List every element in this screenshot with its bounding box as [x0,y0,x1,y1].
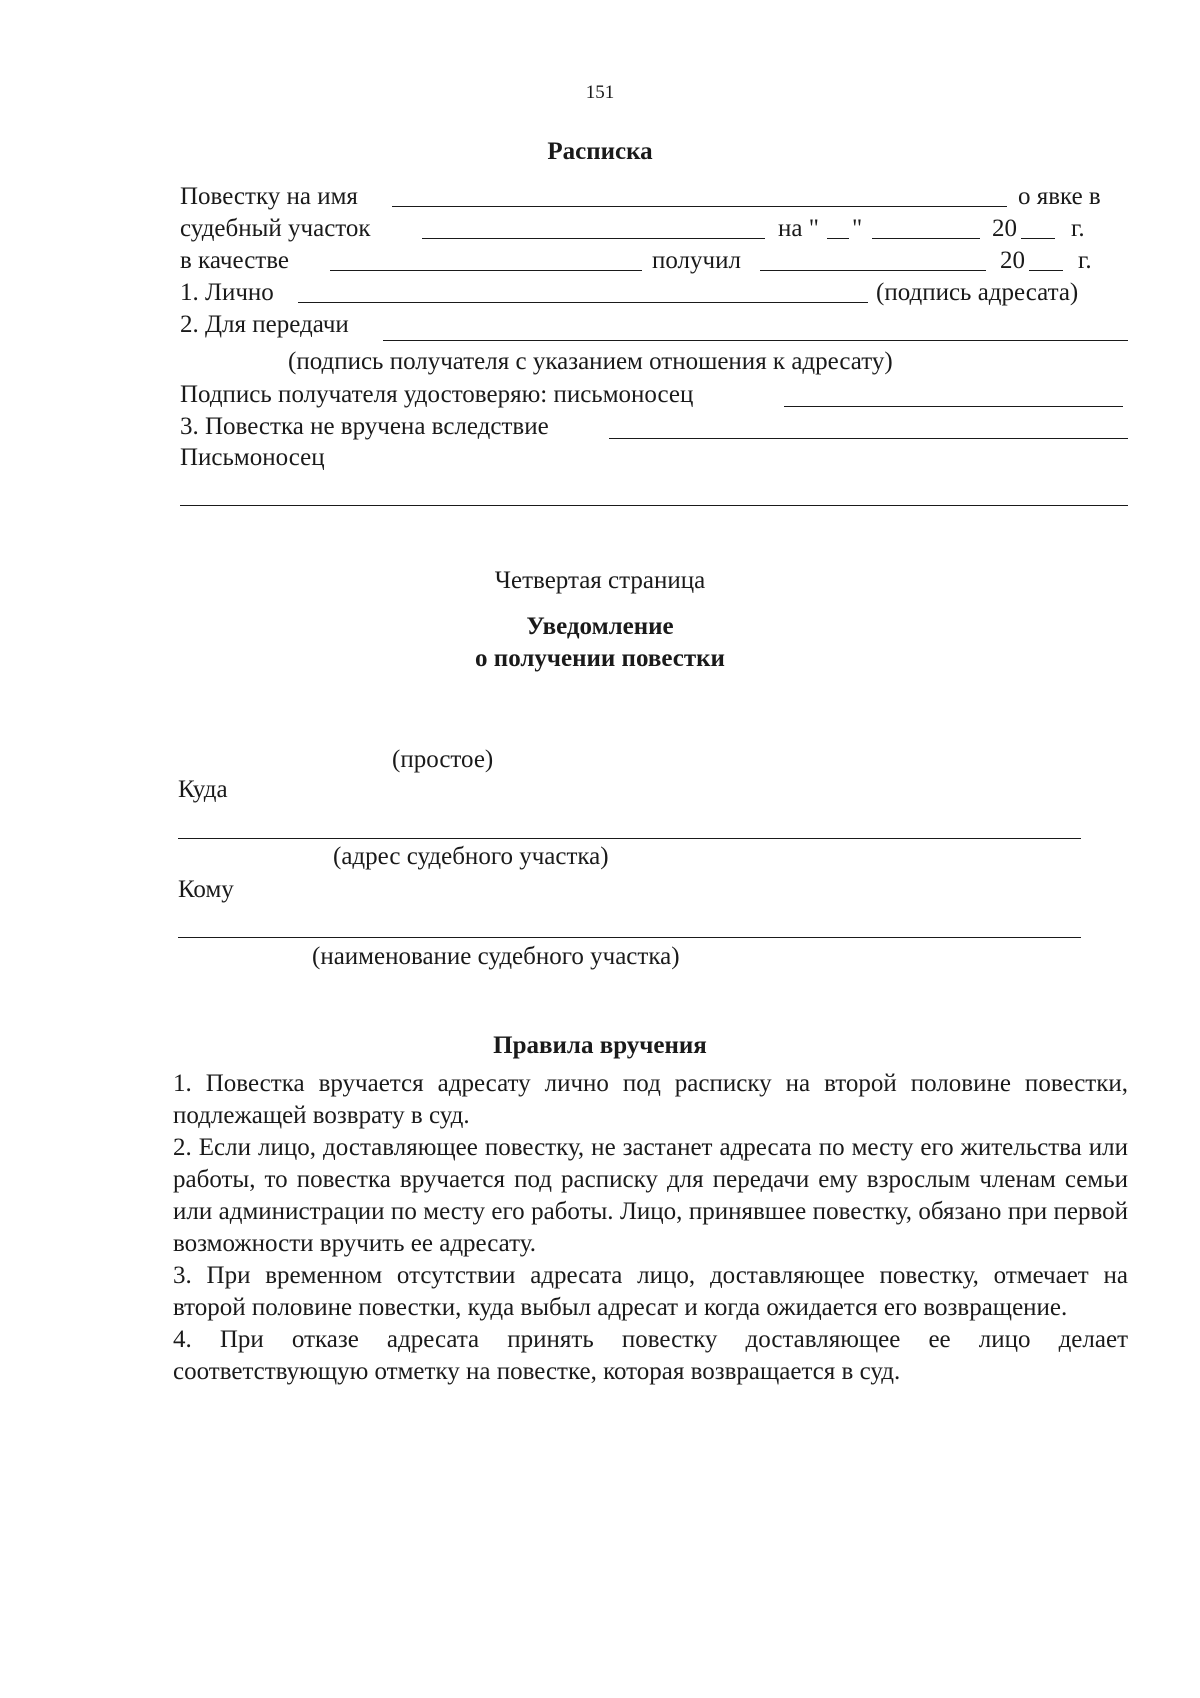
label-summons: о явке в [1018,183,1101,210]
notice-title: Уведомление [526,613,674,640]
day-blank [827,238,849,239]
year-blank [1021,238,1055,239]
receipt-line-transfer [0,310,1200,340]
label-postman-verify: Подпись получателя удостоверяю: письмоносец [180,381,694,408]
page-number: 151 [585,82,615,103]
label-postman: Письмоносец [180,444,325,471]
label-year-2: 20 [1000,247,1025,274]
not-delivered-blank [609,438,1128,439]
where-label: Куда [178,776,228,803]
transfer-blank [383,340,1128,341]
label-not-delivered: 3. Повестка не вручена вследствие [180,413,549,440]
label-capacity: в качестве [180,247,289,274]
receipt-title: Расписка [547,138,653,165]
rule-item: 4. При отказе адресата принять повестку доставляющее ее лицо делает соответствующую отметку на повестке, которая возвращается в суд. [173,1326,1128,1385]
simple-label: (простое) [392,746,494,773]
receipt-line-capacity [0,246,1200,276]
court-blank [422,238,765,239]
court-name-note: (наименование судебного участка) [312,943,680,970]
label-g-2: г. [1078,247,1092,274]
receipt-line-postman-verify [0,380,1200,410]
month-blank [872,238,980,239]
label-personal: 1. Лично [180,279,274,306]
rule-item: 1. Повестка вручается адресату лично под расписку на второй половине повестки, подлежащей возврату в суд. [173,1070,1128,1129]
court-name-blank [178,937,1081,938]
year-blank-2 [1029,270,1063,271]
fourth-page-label: Четвертая страница [494,567,706,594]
rule-item: 2. Если лицо, доставляющее повестку, не застанет адресата по месту его жительства или работы, то повестка вручается под расписку для передачи ему взрослым членам семьи или администрации по месту его работы. Лицо, принявшее повестку, обязано при первой возможности вручить ее адресату. [173,1134,1128,1257]
label-addressee-sign: (подпись адресата) [876,279,1079,306]
name-blank [392,206,1007,207]
label-year: 20 [992,215,1017,242]
capacity-blank [330,270,642,271]
personal-blank [298,302,868,303]
label-on-date: на " [778,215,819,242]
whom-label: Кому [178,876,234,903]
postman-verify-blank [784,406,1123,407]
rules-list [173,1068,1128,1388]
address-blank [178,838,1081,839]
label-court: судебный участок [180,215,371,242]
receipt-line-personal [0,278,1200,308]
label-quote: " [852,215,863,242]
label-transfer: 2. Для передачи [180,311,349,338]
label-name: Повестку на имя [180,183,358,210]
receipt-line-not-delivered [0,412,1200,442]
receipt-line-name [0,182,1200,212]
received-blank [760,270,986,271]
notice-subtitle: о получении повестки [475,645,725,672]
receipt-line-postman [0,443,1200,473]
rule-item: 3. При временном отсутствии адресата лицо, доставляющее повестку, отмечает на второй половине повестки, куда выбыл адресат и когда ожидается его возвращение. [173,1262,1128,1321]
receipt-line-court [0,214,1200,244]
postman-blank [180,505,1128,506]
recipient-sign-note: (подпись получателя с указанием отношения к адресату) [288,348,893,375]
rules-title: Правила вручения [493,1032,707,1059]
label-received: получил [652,247,741,274]
label-g: г. [1071,215,1085,242]
address-note: (адрес судебного участка) [333,843,609,870]
